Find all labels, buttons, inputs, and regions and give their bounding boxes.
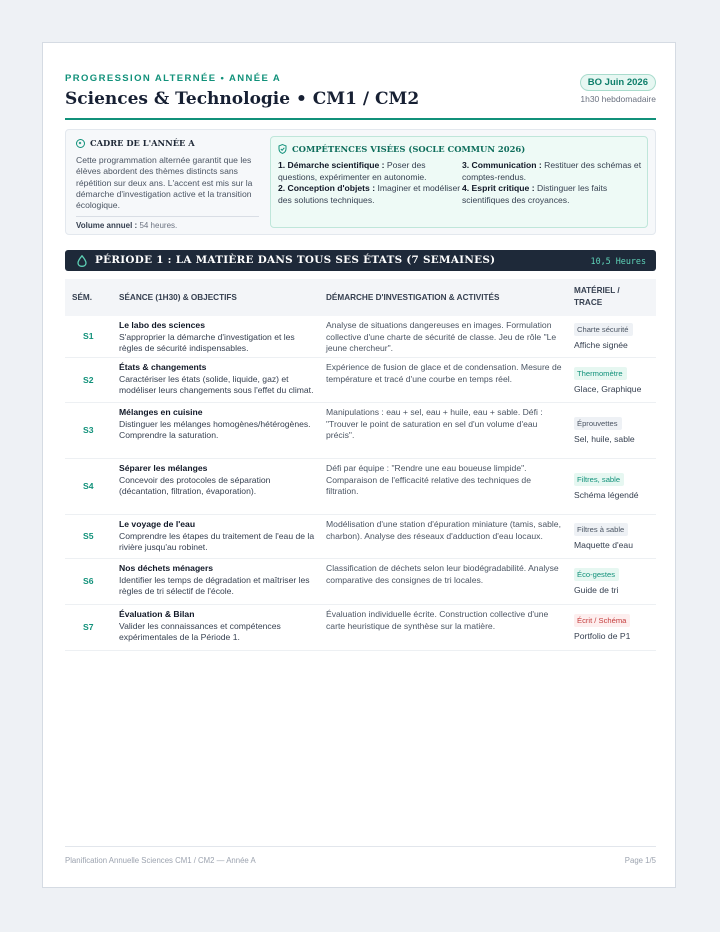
- column-header-materiel: [574, 285, 620, 310]
- session-title: Le voyage de l'eau: [119, 519, 196, 529]
- column-header-materiel-line1: MATÉRIEL /: [574, 286, 620, 295]
- competence-text: Poser des questions, expérimenter en autonomie.: [278, 160, 427, 182]
- material-tag: Filtres à sable: [574, 523, 628, 536]
- session-title: Mélanges en cuisine: [119, 407, 203, 417]
- competence-item: [278, 183, 462, 206]
- session-cell: [119, 519, 315, 554]
- session-objective: Comprendre les étapes du traitement de l'eau de la rivière jusqu'au robinet.: [119, 530, 315, 553]
- trace-output: Affiche signée: [574, 340, 628, 350]
- activity-cell: Classification de déchets selon leur biodégradabilité. Analyse comparative des consignes de tri locales.: [326, 563, 559, 585]
- competence-label: 3. Communication :: [462, 160, 542, 170]
- competences-box: [270, 136, 648, 228]
- week-number: S7: [83, 622, 94, 632]
- column-header-seance: SÉANCE (1H30) & OBJECTIFS: [119, 293, 237, 302]
- session-objective: Distinguer les mélanges homogènes/hétérogènes. Comprendre la saturation.: [119, 418, 311, 441]
- page-title: Sciences & Technologie • CM1 / CM2: [65, 89, 420, 109]
- week-number: S4: [83, 481, 94, 491]
- table-row: [65, 605, 656, 651]
- table-row: [65, 358, 656, 403]
- competence-item: [278, 160, 462, 183]
- intro-box: [65, 129, 656, 235]
- material-tag: Écrit / Schéma: [574, 614, 630, 627]
- week-number: S6: [83, 576, 94, 586]
- cadre-text: Cette programmation alternée garantit que les élèves abordent des thèmes distincts sans répétition sur deux ans. L'accent est mis sur la démarche d'investigation active et la transition écologique.: [76, 155, 253, 211]
- table-header: [65, 279, 656, 316]
- session-title: États & changements: [119, 362, 207, 372]
- activity-cell: Analyse de situations dangereuses en images. Formulation collective d'une charte de sécurité de classe. Jeu de rôle "Le jeune chercheur".: [326, 320, 557, 354]
- competence-label: 2. Conception d'objets :: [278, 183, 376, 194]
- competence-label: 1. Démarche scientifique :: [278, 160, 385, 170]
- period-hours: 10,5 Heures: [590, 256, 646, 266]
- activity-cell: Modélisation d'une station d'épuration miniature (tamis, sable, charbon). Analyse des réseaux d'adduction d'eau locaux.: [326, 519, 561, 541]
- cadre-heading: [76, 138, 259, 148]
- material-tag: Éco-gestes: [574, 568, 619, 581]
- competence-label: 4. Esprit critique :: [462, 183, 535, 194]
- trace-output: Schéma légendé: [574, 490, 639, 500]
- activity-cell: Évaluation individuelle écrite. Construction collective d'une carte heuristique de synthèse sur la matière.: [326, 609, 549, 631]
- trace-output: Maquette d'eau: [574, 540, 633, 550]
- competence-text: Imaginer et modéliser des solutions techniques.: [278, 183, 461, 205]
- session-objective: Identifier les temps de dégradation et maîtriser les règles de tri sélectif de l'école.: [119, 574, 310, 597]
- competences-heading: [278, 144, 525, 154]
- period-bar: [65, 250, 656, 271]
- shield-check-icon: [278, 144, 287, 154]
- session-objective: Valider les connaissances et compétences expérimentales de la Période 1.: [119, 620, 281, 643]
- cadre-divider: [76, 216, 259, 217]
- table-row: [65, 515, 656, 559]
- column-header-materiel-line2: TRACE: [574, 298, 603, 308]
- table-row: [65, 459, 656, 515]
- session-title: Séparer les mélanges: [119, 463, 208, 473]
- table-row: [65, 403, 656, 459]
- session-cell: [119, 609, 315, 644]
- header-kicker: PROGRESSION ALTERNÉE • ANNÉE A: [65, 73, 282, 84]
- table-row: [65, 559, 656, 605]
- trace-output: Sel, huile, sable: [574, 434, 635, 444]
- header-divider: [65, 118, 656, 120]
- bo-badge: BO Juin 2026: [580, 74, 656, 91]
- activity-cell: Défi par équipe : "Rendre une eau boueuse limpide". Comparaison de l'efficacité relative des techniques de filtration.: [326, 463, 531, 497]
- week-number: S1: [83, 331, 94, 341]
- footer-title: Planification Annuelle Sciences CM1 / CM2 — Année A: [65, 856, 256, 865]
- annual-volume: [76, 221, 259, 230]
- weekly-hours: 1h30 hebdomadaire: [580, 94, 656, 104]
- document-page: [42, 42, 676, 888]
- session-cell: [119, 320, 315, 355]
- session-cell: [119, 407, 315, 442]
- session-title: Nos déchets ménagers: [119, 563, 214, 573]
- session-title: Évaluation & Bilan: [119, 609, 195, 619]
- footer-divider: [65, 846, 656, 847]
- session-objective: Concevoir des protocoles de séparation (décantation, filtration, évaporation).: [119, 474, 271, 497]
- competence-item: [462, 160, 642, 183]
- competence-text: Restituer des schémas et comptes-rendus.: [462, 160, 642, 182]
- activity-cell: Manipulations : eau + sel, eau + huile, eau + sable. Défi : "Trouver le point de saturation en sel d'un volume d'eau précis".: [326, 407, 543, 441]
- cadre-section: [76, 138, 259, 230]
- column-header-sem: SÉM.: [72, 293, 93, 302]
- trace-output: Glace, Graphique: [574, 383, 642, 394]
- session-cell: [119, 362, 315, 397]
- cadre-heading-text: CADRE DE L'ANNÉE A: [90, 138, 195, 148]
- competences-list: [278, 160, 642, 206]
- competences-heading-text: COMPÉTENCES VISÉES (SOCLE COMMUN 2026): [292, 144, 526, 154]
- compass-icon: [76, 139, 85, 148]
- competence-text: Distinguer les faits scientifiques des croyances.: [462, 183, 608, 205]
- volume-value: 54 heures.: [139, 221, 178, 231]
- trace-output: Guide de tri: [574, 585, 619, 595]
- volume-label: Volume annuel :: [76, 221, 138, 231]
- material-tag: Éprouvettes: [574, 417, 622, 430]
- material-tag: Thermomètre: [574, 367, 627, 380]
- session-objective: Caractériser les états (solide, liquide, gaz) et modéliser leurs changements sous l'effet du climat.: [119, 373, 314, 396]
- trace-output: Portfolio de P1: [574, 631, 631, 641]
- week-number: S5: [83, 531, 94, 541]
- water-drop-icon: [77, 255, 87, 267]
- page-number: Page 1/5: [624, 856, 656, 865]
- session-title: Le labo des sciences: [119, 320, 205, 330]
- material-tag: Charte sécurité: [574, 323, 633, 336]
- period-title: PÉRIODE 1 : LA MATIÈRE DANS TOUS SES ÉTATS (7 SEMAINES): [95, 254, 496, 266]
- column-header-demarche: DÉMARCHE D'INVESTIGATION & ACTIVITÉS: [326, 293, 500, 302]
- week-number: S2: [83, 374, 94, 385]
- session-cell: [119, 463, 315, 498]
- material-tag: Filtres, sable: [574, 473, 624, 486]
- session-cell: [119, 563, 315, 598]
- table-row: [65, 316, 656, 358]
- activity-cell: Expérience de fusion de glace et de condensation. Mesure de température et tracé d'une courbe en temps réel.: [326, 362, 562, 384]
- competence-item: [462, 183, 642, 206]
- week-number: S3: [83, 425, 94, 435]
- session-objective: S'approprier la démarche d'investigation et les règles de sécurité indispensables.: [119, 331, 295, 354]
